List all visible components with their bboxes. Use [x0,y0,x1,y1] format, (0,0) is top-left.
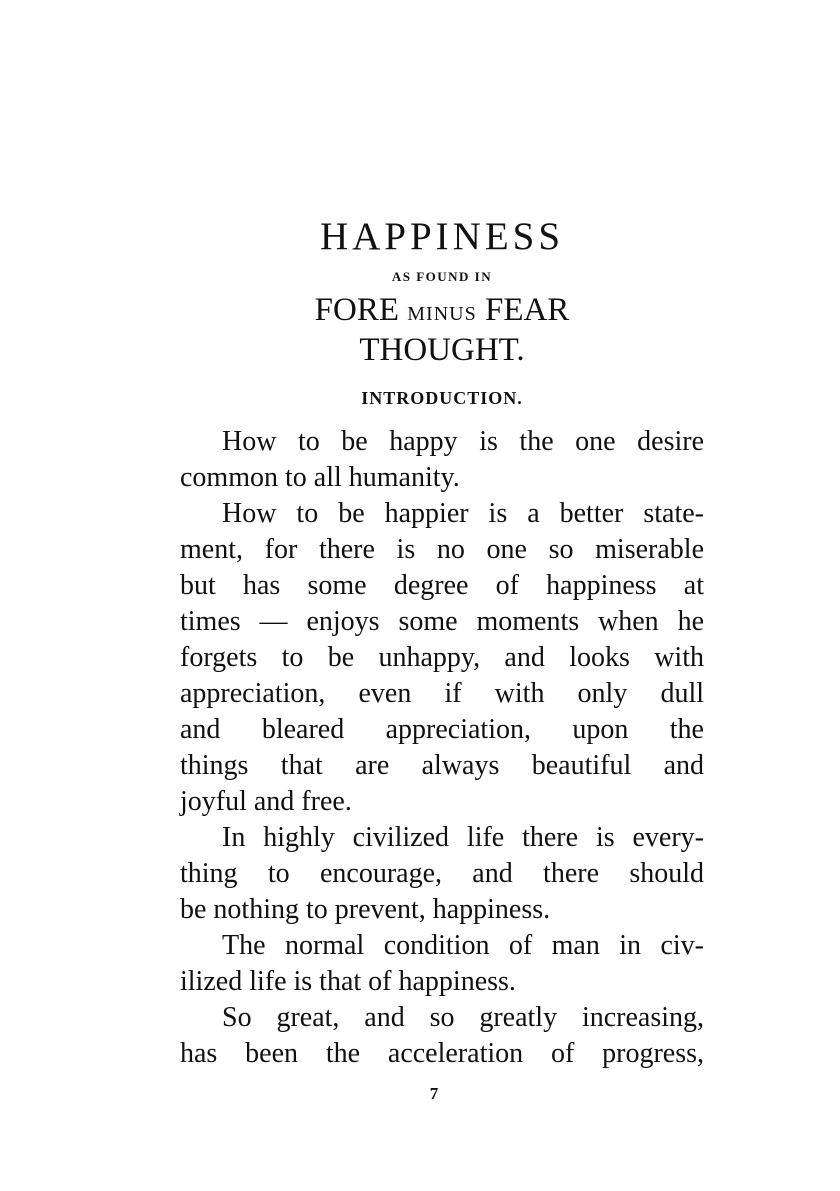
text-line: How to be happier is a better state- [222,498,704,529]
page-title: HAPPINESS [319,215,565,258]
text-line: joyful and free. [180,786,352,817]
text-line: In highly civilized life there is every- [222,822,704,853]
text-line: appreciation, even if with only dull [180,678,704,709]
book-title-fear: FEAR [484,292,570,328]
book-title-minus: MINUS [407,303,477,325]
text-line: So great, and so greatly increasing, [222,1002,704,1033]
page-number: 7 [429,1084,439,1103]
text-line: ment, for there is no one so miserable [180,534,704,565]
text-line: thing to encourage, and there should [180,858,704,889]
text-line: common to all humanity. [180,462,460,493]
text-line: The normal condition of man in civ- [222,930,704,961]
text-line: How to be happy is the one desire [222,426,704,457]
text-line: has been the acceleration of progress, [180,1038,704,1069]
text-line: and bleared appreciation, upon the [180,714,704,745]
section-heading: INTRODUCTION. [361,388,523,408]
book-title-line-2: THOUGHT. [359,332,525,368]
book-title-line-1 [0,290,840,334]
text-line: but has some degree of happiness at [180,570,704,601]
book-title-fore: FORE [314,292,400,328]
title-connector: AS FOUND IN [391,269,493,284]
text-line: be nothing to prevent, happiness. [180,894,551,925]
text-line: times — enjoys some moments when he [180,606,704,637]
text-line: forgets to be unhappy, and looks with [180,642,704,673]
text-line: things that are always beautiful and [180,750,704,781]
text-line: ilized life is that of happiness. [180,966,516,997]
